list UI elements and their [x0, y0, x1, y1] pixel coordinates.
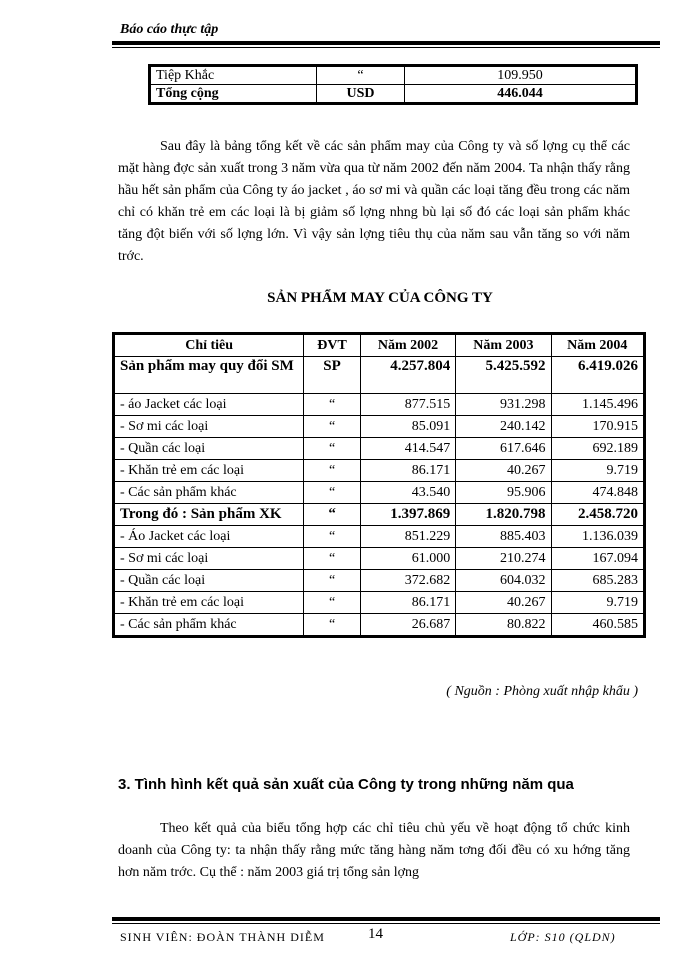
- row-unit: SP: [304, 357, 361, 394]
- header-cell: ĐVT: [304, 334, 361, 357]
- cell-2004: 6.419.026: [551, 357, 644, 394]
- cell-2004: 170.915: [551, 416, 644, 438]
- row-name: - Sơ mi các loại: [114, 416, 304, 438]
- cell-2002: 851.229: [360, 526, 455, 548]
- cell-2002: 86.171: [360, 592, 455, 614]
- cell-2003: 5.425.592: [456, 357, 551, 394]
- row-unit: “: [304, 460, 361, 482]
- table-row: [150, 85, 637, 104]
- row-name: - Các sản phẩm khác: [114, 482, 304, 504]
- header-cell: Năm 2003: [456, 334, 551, 357]
- row-unit: “: [304, 526, 361, 548]
- row-name: Tổng cộng: [150, 85, 317, 104]
- cell-2003: 931.298: [456, 394, 551, 416]
- table-row: [114, 482, 645, 504]
- row-name: Tiệp Khắc: [150, 66, 317, 85]
- row-unit: “: [304, 570, 361, 592]
- cell-2004: 685.283: [551, 570, 644, 592]
- footer-student: SINH VIÊN: ĐOÀN THÀNH DIỄM: [120, 930, 325, 944]
- row-unit: “: [304, 592, 361, 614]
- cell-2002: 61.000: [360, 548, 455, 570]
- table-row: [150, 66, 637, 85]
- row-name: - Quần các loại: [114, 438, 304, 460]
- row-name: Sản phẩm may quy đổi SM: [114, 357, 304, 394]
- table-title: SẢN PHẨM MAY CỦA CÔNG TY: [267, 290, 493, 306]
- cell-2002: 414.547: [360, 438, 455, 460]
- footer-rule-thick: [112, 917, 660, 921]
- footer-class: LỚP: S10 (QLDN): [510, 930, 616, 944]
- header-rule-thick: [112, 41, 660, 45]
- cell-2004: 460.585: [551, 614, 644, 637]
- cell-2003: 40.267: [456, 592, 551, 614]
- cell-2004: 692.189: [551, 438, 644, 460]
- cell-2003: 1.820.798: [456, 504, 551, 526]
- row-name: Trong đó : Sản phẩm XK: [114, 504, 304, 526]
- header-cell: Chỉ tiêu: [114, 334, 304, 357]
- row-unit: “: [304, 482, 361, 504]
- header-cell: Năm 2004: [551, 334, 644, 357]
- header-title: Báo cáo thực tập: [120, 22, 219, 37]
- cell-2003: 95.906: [456, 482, 551, 504]
- row-name: - Khăn trẻ em các loại: [114, 592, 304, 614]
- table-row: [114, 504, 645, 526]
- table-row: [114, 438, 645, 460]
- row-name: - áo Jacket các loại: [114, 394, 304, 416]
- cell-2003: 617.646: [456, 438, 551, 460]
- row-name: - Các sản phẩm khác: [114, 614, 304, 637]
- cell-2002: 85.091: [360, 416, 455, 438]
- table-row: [114, 548, 645, 570]
- footer-rule-thin: [112, 923, 660, 924]
- section-heading: 3. Tình hình kết quả sản xuất của Công ty trong những năm qua: [118, 776, 574, 793]
- cell-2002: 86.171: [360, 460, 455, 482]
- table-row: [114, 357, 645, 394]
- source-note: ( Nguồn : Phòng xuất nhập khẩu ): [446, 684, 638, 699]
- cell-2004: 1.136.039: [551, 526, 644, 548]
- cell-2004: 474.848: [551, 482, 644, 504]
- country-summary-table: [148, 64, 638, 105]
- results-paragraph: Theo kết quả của biểu tổng hợp các chỉ tiêu chủ yếu về hoạt động tổ chức kinh doanh của Công ty: ta nhận thấy rằng mức tăng hàng năm tơng đối đều có xu hớng tăng hơn năm trớc. Cụ thể : năm 2003 giá trị tổng sản lợng: [118, 821, 630, 880]
- cell-2004: 1.145.496: [551, 394, 644, 416]
- table-row: [114, 570, 645, 592]
- row-unit: “: [304, 548, 361, 570]
- row-unit: “: [304, 438, 361, 460]
- table-header-row: [114, 334, 645, 357]
- table-row: [114, 394, 645, 416]
- row-value: 109.950: [405, 66, 637, 85]
- table-row: [114, 460, 645, 482]
- cell-2002: 372.682: [360, 570, 455, 592]
- row-name: - Sơ mi các loại: [114, 548, 304, 570]
- row-unit: “: [317, 66, 405, 85]
- cell-2003: 604.032: [456, 570, 551, 592]
- cell-2004: 9.719: [551, 460, 644, 482]
- row-unit: “: [304, 416, 361, 438]
- cell-2003: 40.267: [456, 460, 551, 482]
- header-rule-thin: [112, 47, 660, 48]
- row-unit: USD: [317, 85, 405, 104]
- table-row: [114, 526, 645, 548]
- row-unit: “: [304, 614, 361, 637]
- cell-2004: 9.719: [551, 592, 644, 614]
- cell-2002: 4.257.804: [360, 357, 455, 394]
- row-name: - Khăn trẻ em các loại: [114, 460, 304, 482]
- cell-2003: 80.822: [456, 614, 551, 637]
- product-table: [112, 332, 646, 638]
- row-name: - Áo Jacket các loại: [114, 526, 304, 548]
- cell-2003: 240.142: [456, 416, 551, 438]
- cell-2002: 877.515: [360, 394, 455, 416]
- table-row: [114, 614, 645, 637]
- row-unit: “: [304, 394, 361, 416]
- cell-2002: 1.397.869: [360, 504, 455, 526]
- row-name: - Quần các loại: [114, 570, 304, 592]
- cell-2002: 26.687: [360, 614, 455, 637]
- page-number: 14: [368, 926, 383, 942]
- row-value: 446.044: [405, 85, 637, 104]
- table-row: [114, 592, 645, 614]
- table-row: [114, 416, 645, 438]
- header-cell: Năm 2002: [360, 334, 455, 357]
- cell-2003: 210.274: [456, 548, 551, 570]
- cell-2004: 2.458.720: [551, 504, 644, 526]
- cell-2003: 885.403: [456, 526, 551, 548]
- intro-paragraph: Sau đây là bảng tổng kết về các sản phẩm may của Công ty và số lợng cụ thể các mặt hàng đợc sản xuất trong 3 năm vừa qua từ năm 2002 đến năm 2004. Ta nhận thấy rằng hầu hết sản phẩm của Công ty áo jacket , áo sơ mi và quần các loại tăng đều trong các năm chỉ có khăn trẻ em các loại là bị giảm số lợng nhng bù lại số đó các loại sản phẩm khác tăng đột biến với số lợng lớn. Vì vậy sản lợng tiêu thụ của năm sau vẫn tăng so với năm trớc.: [118, 139, 630, 264]
- cell-2002: 43.540: [360, 482, 455, 504]
- cell-2004: 167.094: [551, 548, 644, 570]
- row-unit: “: [304, 504, 361, 526]
